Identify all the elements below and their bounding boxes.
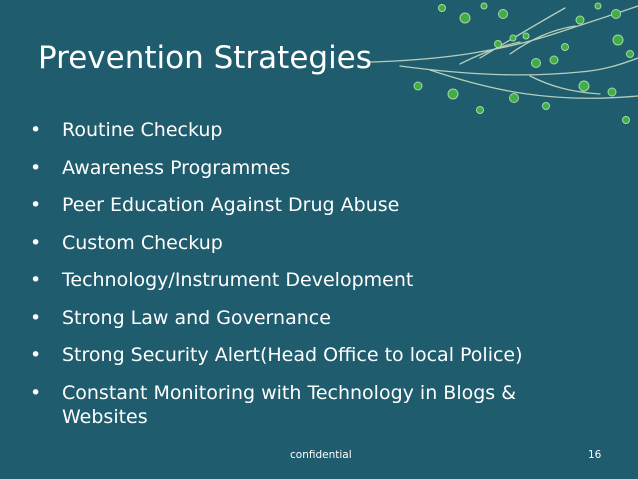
list-item: [30, 268, 602, 292]
bullet-icon: •: [30, 156, 42, 179]
list-item: [30, 156, 602, 180]
list-item-text: Custom Checkup: [62, 231, 223, 254]
list-item: [30, 343, 602, 367]
bullet-icon: •: [30, 269, 42, 291]
page-number: 16: [588, 449, 602, 461]
list-item-text: Awareness Programmes: [62, 156, 291, 179]
bullet-icon: •: [30, 344, 42, 366]
list-item: [30, 381, 602, 429]
bullet-icon: •: [30, 306, 42, 329]
list-item-text: Technology/Instrument Development: [62, 269, 414, 291]
bullet-icon: •: [30, 231, 42, 254]
list-item: [30, 231, 602, 255]
list-item: [30, 118, 602, 142]
list-item-text: Constant Monitoring with Technology in Blogs & Websites: [62, 381, 517, 428]
bullet-list: [30, 118, 602, 442]
bullet-icon: •: [30, 381, 42, 404]
list-item-text: Routine Checkup: [62, 119, 223, 141]
list-item: [30, 306, 602, 330]
bullet-icon: •: [30, 194, 42, 216]
list-item-text: Peer Education Against Drug Abuse: [62, 194, 400, 216]
list-item-text: Strong Security Alert(Head Office to local Police): [62, 344, 523, 366]
branch-decoration-icon: [360, 0, 638, 130]
bullet-icon: •: [30, 119, 42, 141]
list-item: [30, 193, 602, 217]
footer-confidential: confidential: [290, 449, 352, 461]
slide-title: Prevention Strategies: [38, 40, 372, 76]
list-item-text: Strong Law and Governance: [62, 306, 331, 329]
